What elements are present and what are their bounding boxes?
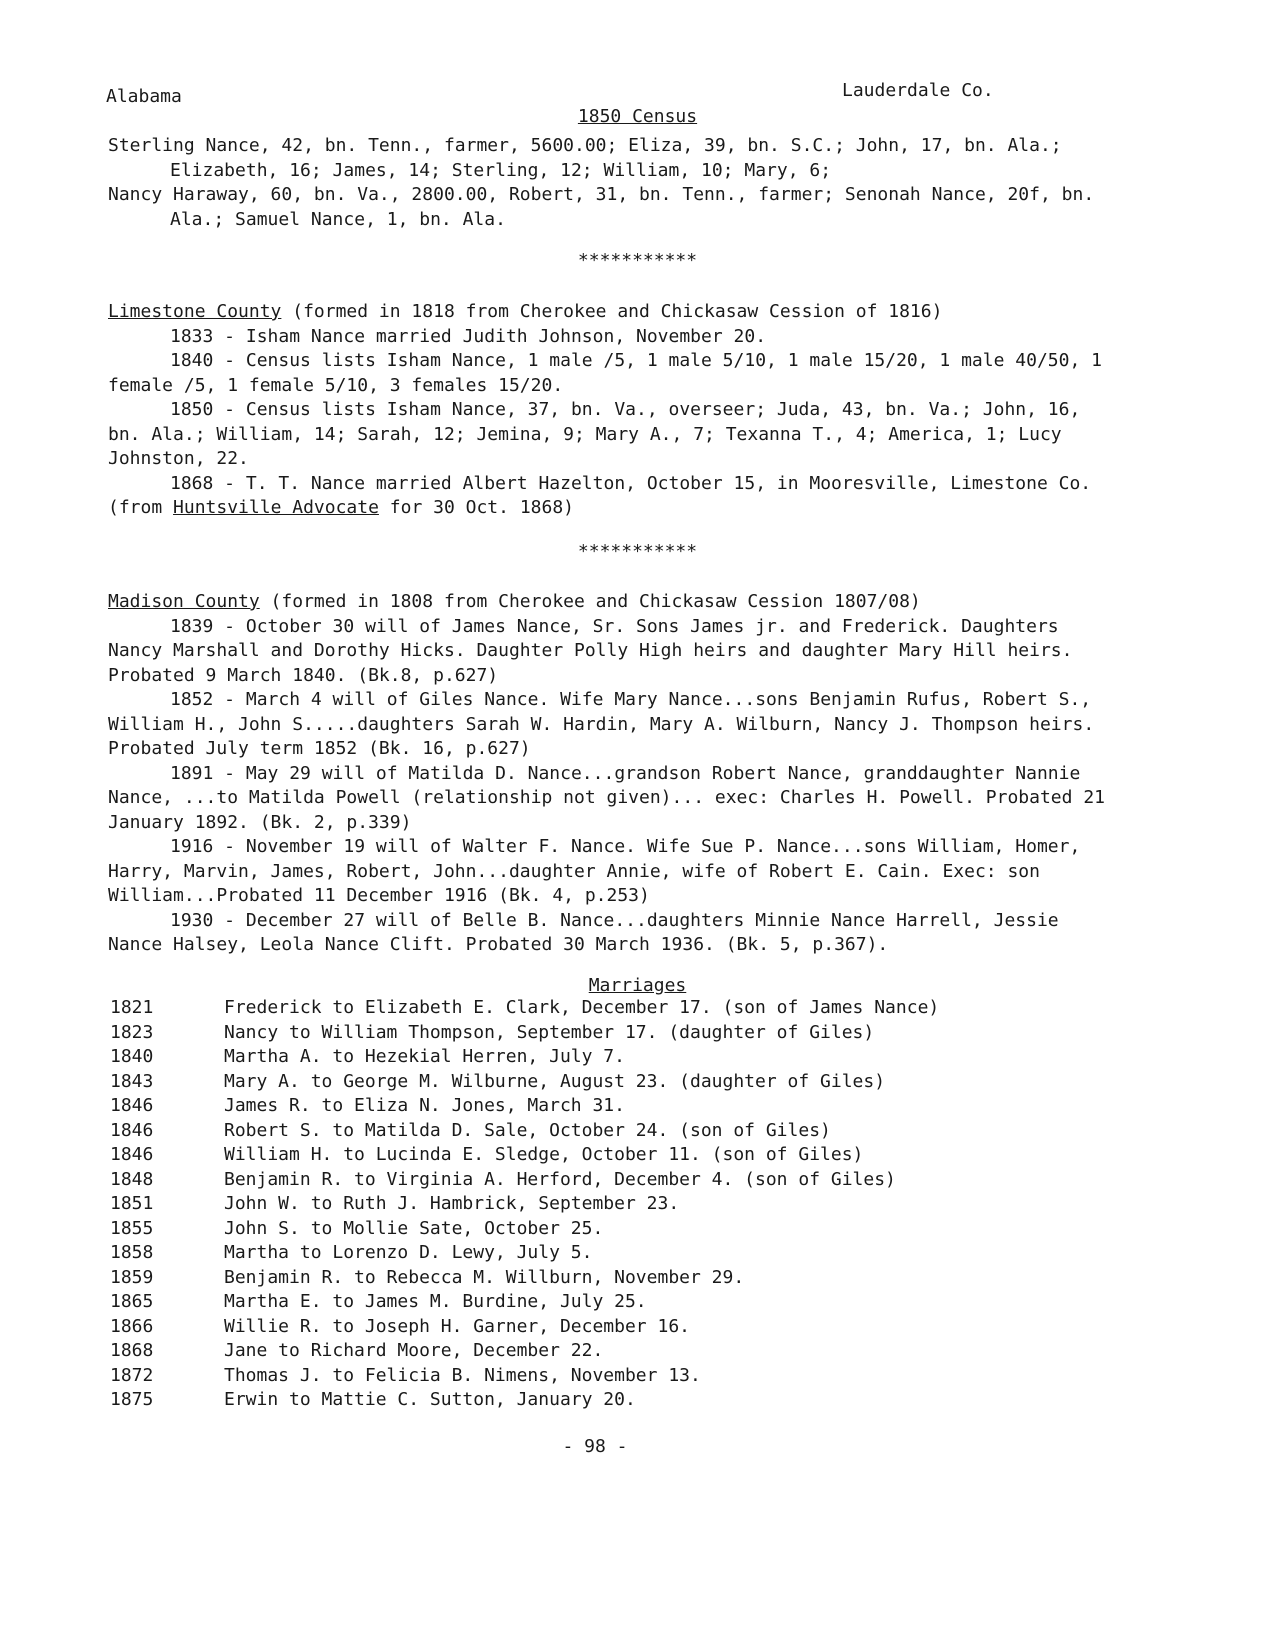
madison-item: 1930 - December 27 will of Belle B. Nance...daughters Minnie Nance Harrell, Jessie Nance Halsey, Leola Nance Clift. Probated 30 March 1936. (Bk. 5, p.367). xyxy=(108,909,1059,955)
newspaper-title: Huntsville Advocate xyxy=(173,497,379,518)
marriage-text: Jane to Richard Moore, December 22. xyxy=(224,1340,604,1361)
marriage-year: 1846 xyxy=(110,1095,154,1116)
marriage-row xyxy=(110,1143,1110,1168)
marriage-text: James R. to Eliza N. Jones, March 31. xyxy=(224,1095,625,1116)
marriage-text: John S. to Mollie Sate, October 25. xyxy=(224,1217,604,1239)
marriage-year: 1855 xyxy=(110,1217,154,1239)
marriage-text: Benjamin R. to Rebecca M. Willburn, November 29. xyxy=(224,1266,745,1288)
marriage-year: 1846 xyxy=(110,1144,154,1165)
census-entry: Sterling Nance, 42, bn. Tenn., farmer, 5600.00; Eliza, 39, bn. S.C.; John, 17, bn. Ala.; Elizabeth, 16; James, 14; Sterling, 12; William, 10; Mary, 6; xyxy=(108,135,1062,181)
page-number: - 98 - xyxy=(562,1436,628,1457)
census-title: 1850 Census xyxy=(577,106,698,127)
madison-heading: Madison County (formed in 1808 from Cherokee and Chickasaw Cession 1807/08) xyxy=(108,591,921,612)
marriage-row xyxy=(110,1241,1110,1266)
marriage-year: 1848 xyxy=(110,1168,154,1190)
marriage-text: Willie R. to Joseph H. Garner, December 16. xyxy=(224,1315,690,1337)
marriage-year: 1843 xyxy=(110,1070,154,1092)
marriage-row xyxy=(110,1094,1110,1119)
marriage-text: William H. to Lucinda E. Sledge, October 11. (son of Giles) xyxy=(224,1144,864,1165)
marriage-year: 1858 xyxy=(110,1242,154,1263)
marriage-row xyxy=(110,1339,1110,1364)
limestone-heading: Limestone County (formed in 1818 from Cherokee and Chickasaw Cession of 1816) xyxy=(108,301,943,322)
marriage-text: Benjamin R. to Virginia A. Herford, December 4. (son of Giles) xyxy=(224,1168,896,1190)
marriage-row xyxy=(110,1021,1110,1046)
marriage-text: Thomas J. to Felicia B. Nimens, November 13. xyxy=(224,1364,701,1386)
limestone-item: 1840 - Census lists Isham Nance, 1 male /5, 1 male 5/10, 1 male 15/20, 1 male 40/50, 1 female /5, 1 female 5/10, 3 females 15/20. xyxy=(108,350,1102,396)
marriage-year: 1823 xyxy=(110,1021,154,1043)
madison-item: 1852 - March 4 will of Giles Nance. Wife Mary Nance...sons Benjamin Rufus, Robert S., William H., John S.....daughters Sarah W. Hardin, Mary A. Wilburn, Nancy J. Thompson heirs. Probated July term 1852 (Bk. 16, p.627) xyxy=(108,689,1095,759)
marriage-year: 1868 xyxy=(110,1340,154,1361)
marriage-row xyxy=(110,1070,1110,1095)
marriage-text: Nancy to William Thompson, September 17. (daughter of Giles) xyxy=(224,1021,875,1043)
limestone-item: 1850 - Census lists Isham Nance, 37, bn. Va., overseer; Juda, 43, bn. Va.; John, 16, bn. Ala.; William, 14; Sarah, 12; Jemina, 9; Mary A., 7; Texanna T., 4; America, 1; Lucy Johnston, 22. xyxy=(108,399,1081,469)
marriage-row xyxy=(110,1315,1110,1340)
marriage-row xyxy=(110,1364,1110,1389)
marriage-row xyxy=(110,1388,1110,1413)
madison-item: 1891 - May 29 will of Matilda D. Nance...grandson Robert Nance, granddaughter Nannie Nance, ...to Matilda Powell (relationship not given)... exec: Charles H. Powell. Probated 21 January 1892. (Bk. 2, p.339) xyxy=(108,762,1105,833)
limestone-section xyxy=(108,300,1108,521)
marriage-year: 1866 xyxy=(110,1315,154,1337)
marriage-year: 1846 xyxy=(110,1119,154,1141)
section-separator: *********** xyxy=(577,541,698,562)
madison-item: 1916 - November 19 will of Walter F. Nance. Wife Sue P. Nance...sons William, Homer, Harry, Marvin, James, Robert, John...daughter Annie, wife of Robert E. Cain. Exec: son William...Probated 11 December 1916 (Bk. 4, p.253) xyxy=(108,836,1081,906)
marriage-text: Martha E. to James M. Burdine, July 25. xyxy=(224,1291,647,1312)
census-entries xyxy=(108,134,1108,232)
marriage-text: John W. to Ruth J. Hambrick, September 23. xyxy=(224,1193,680,1214)
census-entry: Nancy Haraway, 60, bn. Va., 2800.00, Robert, 31, bn. Tenn., farmer; Senonah Nance, 20f, bn. Ala.; Samuel Nance, 1, bn. Ala. xyxy=(108,184,1095,230)
header-state: Alabama xyxy=(106,86,182,107)
marriage-text: Mary A. to George M. Wilburne, August 23. (daughter of Giles) xyxy=(224,1070,886,1092)
section-separator: *********** xyxy=(577,250,698,271)
marriage-year: 1875 xyxy=(110,1389,154,1410)
marriage-row xyxy=(110,1045,1110,1070)
marriage-text: Frederick to Elizabeth E. Clark, December 17. (son of James Nance) xyxy=(224,997,940,1018)
marriage-year: 1865 xyxy=(110,1291,154,1312)
marriage-text: Martha to Lorenzo D. Lewy, July 5. xyxy=(224,1242,593,1263)
marriage-year: 1851 xyxy=(110,1193,154,1214)
marriage-text: Erwin to Mattie C. Sutton, January 20. xyxy=(224,1389,636,1410)
marriage-year: 1872 xyxy=(110,1364,154,1386)
marriage-text: Martha A. to Hezekial Herren, July 7. xyxy=(224,1046,625,1067)
marriage-year: 1821 xyxy=(110,997,154,1018)
marriages-title: Marriages xyxy=(588,975,687,996)
marriage-row xyxy=(110,1217,1110,1242)
marriage-row xyxy=(110,1266,1110,1291)
limestone-item: 1868 - T. T. Nance married Albert Hazelton, October 15, in Mooresville, Limestone Co. (from Huntsville Advocate for 30 Oct. 1868) xyxy=(108,472,1092,518)
marriage-row xyxy=(110,1290,1110,1315)
header-county: Lauderdale Co. xyxy=(842,80,994,101)
marriage-row xyxy=(110,1119,1110,1144)
marriage-row xyxy=(110,1168,1110,1193)
madison-section xyxy=(108,590,1108,958)
madison-item: 1839 - October 30 will of James Nance, Sr. Sons James jr. and Frederick. Daughters Nancy Marshall and Dorothy Hicks. Daughter Polly High heirs and daughter Mary Hill heirs. Probated 9 March 1840. (Bk.8, p.627) xyxy=(108,615,1073,686)
marriage-row xyxy=(110,996,1110,1021)
marriage-list xyxy=(110,996,1110,1413)
marriage-text: Robert S. to Matilda D. Sale, October 24. (son of Giles) xyxy=(224,1119,831,1141)
marriage-row xyxy=(110,1192,1110,1217)
limestone-item: 1833 - Isham Nance married Judith Johnson, November 20. xyxy=(170,325,767,347)
marriage-year: 1859 xyxy=(110,1266,154,1288)
marriage-year: 1840 xyxy=(110,1046,154,1067)
